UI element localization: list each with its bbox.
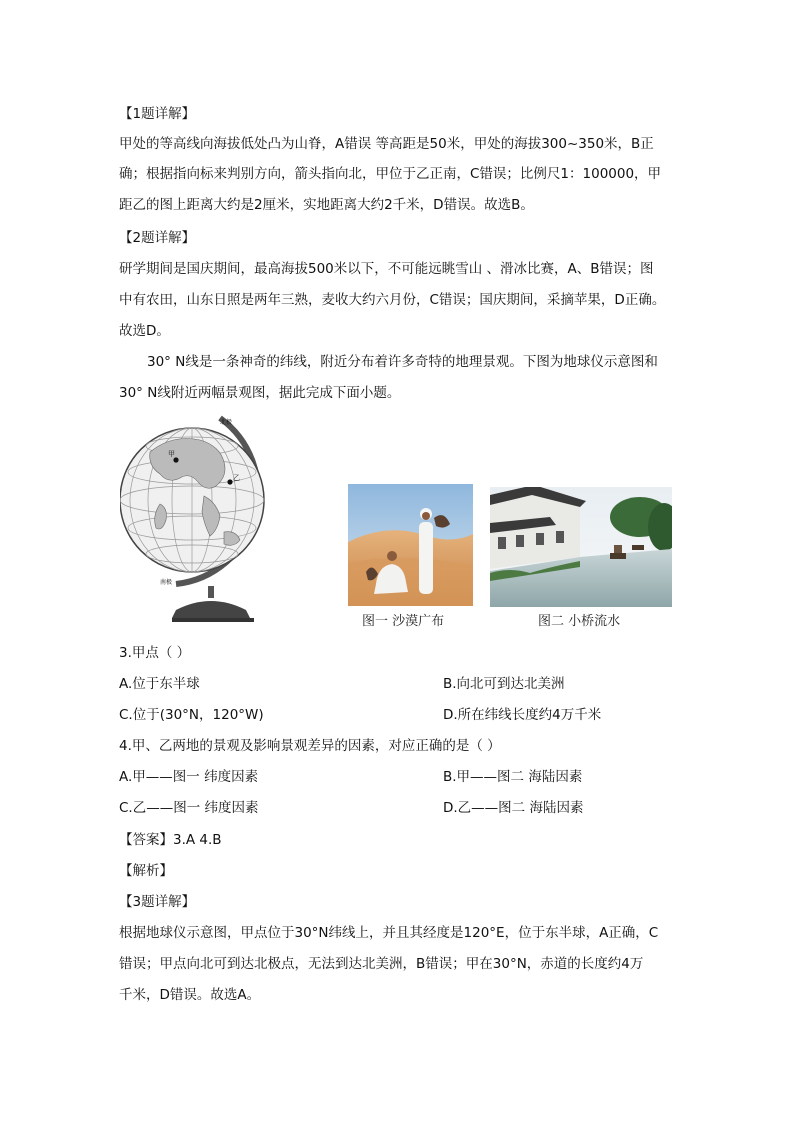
globe-figure [120, 412, 290, 628]
globe-stand-base [172, 601, 250, 618]
section2-line-2: 中有农田，山东日照是两年三熟，麦收大约六月份，C错误；国庆期间，采摘苹果，D正确。 [119, 292, 666, 308]
fig2-caption: 图二 小桥流水 [538, 614, 621, 629]
section3-heading: 【3题详解】 [119, 894, 196, 910]
q3-stem: 3.甲点（ ） [119, 645, 191, 661]
q3-option-d: D.所在纬线长度约4万千米 [443, 707, 602, 723]
section1-heading: 【1题详解】 [119, 106, 196, 122]
north-pole-label: 北极 [220, 419, 233, 426]
intro-line-2: 30° N线附近两幅景观图，据此完成下面小题。 [119, 385, 401, 401]
section3-line-2: 错误；甲点向北可到达北极点，无法到达北美洲，B错误；甲在30°N，赤道的长度约4万 [119, 956, 644, 972]
section3-line-3: 千米，D错误。故选A。 [119, 987, 261, 1003]
section1-line-3: 距乙的图上距离大约是2厘米，实地距离大约2千米，D错误。故选B。 [119, 197, 534, 213]
q3-option-c: C.位于(30°N，120°W) [119, 707, 264, 723]
point-yi-label: 乙 [233, 474, 240, 482]
q4-stem: 4.甲、乙两地的景观及影响景观差异的因素，对应正确的是（ ） [119, 738, 501, 754]
point-yi-marker [227, 479, 232, 484]
section3-line-1: 根据地球仪示意图，甲点位于30°N纬线上，并且其经度是120°E，位于东半球，A正确，C [119, 925, 659, 941]
section2-line-3: 故选D。 [119, 323, 170, 339]
q4-option-a: A.甲——图一 纬度因素 [119, 769, 259, 785]
intro-line-1: 30° N线是一条神奇的纬线，附近分布着许多奇特的地理景观。下图为地球仪示意图和 [147, 354, 658, 370]
q4-option-c: C.乙——图一 纬度因素 [119, 800, 259, 816]
point-jia-label: 甲 [168, 450, 175, 458]
fig1-caption: 图一 沙漠广布 [362, 614, 445, 629]
section2-heading: 【2题详解】 [119, 230, 196, 246]
q3-option-b: B.向北可到达北美洲 [443, 676, 565, 692]
q4-option-b: B.甲——图二 海陆因素 [443, 769, 583, 785]
section1-line-1: 甲处的等高线向海拔低处凸为山脊，A错误 等高距是50米，甲处的海拔300~350米，B正 [119, 136, 654, 152]
q3-option-a: A.位于东半球 [119, 676, 200, 692]
water-town-photo [490, 487, 672, 607]
south-pole-label: 南极 [160, 579, 173, 586]
section1-line-2: 确；根据指向标来判别方向，箭头指向北，甲位于乙正南，C错误；比例尺1：100000，甲 [119, 166, 662, 182]
q4-option-d: D.乙——图二 海陆因素 [443, 800, 584, 816]
globe-stand-neck [208, 586, 214, 598]
desert-photo [348, 484, 473, 606]
point-jia-marker [173, 457, 178, 462]
analysis-heading: 【解析】 [119, 863, 173, 879]
answer-line: 【答案】3.A 4.B [119, 832, 222, 848]
section2-line-1: 研学期间是国庆期间，最高海拔500米以下，不可能远眺雪山 、滑冰比赛，A、B错误；图 [119, 261, 654, 277]
